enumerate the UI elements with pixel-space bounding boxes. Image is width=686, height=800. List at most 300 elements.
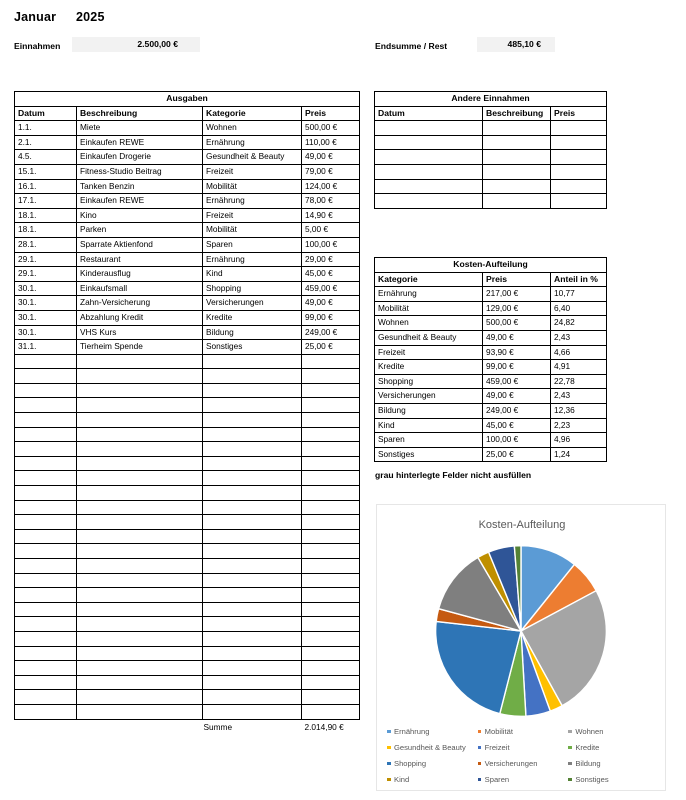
month-label: Januar	[14, 10, 57, 24]
expense-date[interactable]	[15, 471, 77, 486]
expense-category[interactable]	[203, 442, 302, 457]
legend-item	[387, 743, 476, 752]
table-row	[15, 237, 360, 252]
legend-item	[478, 727, 567, 736]
legend-label: Sonstiges	[575, 775, 609, 784]
expense-description[interactable]	[77, 573, 203, 588]
expense-price[interactable]	[302, 529, 360, 544]
expense-price[interactable]	[302, 675, 360, 690]
table-row	[15, 179, 360, 194]
table-row	[375, 389, 607, 404]
expense-price[interactable]: 49,00 €	[302, 150, 360, 165]
other-income-price[interactable]	[551, 121, 607, 136]
expenses-column-header-0: Datum	[15, 106, 77, 121]
expense-description[interactable]	[77, 354, 203, 369]
expense-price[interactable]	[302, 456, 360, 471]
expense-category[interactable]	[203, 704, 302, 719]
expense-description[interactable]	[77, 383, 203, 398]
expense-date[interactable]	[15, 369, 77, 384]
expense-price[interactable]	[302, 544, 360, 559]
expense-price[interactable]	[302, 646, 360, 661]
expense-description[interactable]: Kinderausflug	[77, 267, 203, 282]
expense-description[interactable]: Sparrate Aktienfond	[77, 237, 203, 252]
breakdown-category: Sparen	[375, 433, 483, 448]
expense-date[interactable]	[15, 602, 77, 617]
expense-date[interactable]	[15, 442, 77, 457]
expense-category[interactable]	[203, 544, 302, 559]
other-income-date[interactable]	[375, 194, 483, 209]
table-row-empty	[15, 675, 360, 690]
other-income-price[interactable]	[551, 150, 607, 165]
expense-category[interactable]: Bildung	[203, 325, 302, 340]
expense-price[interactable]: 124,00 €	[302, 179, 360, 194]
expense-price[interactable]	[302, 704, 360, 719]
breakdown-category: Ernährung	[375, 287, 483, 302]
expense-category[interactable]: Mobilität	[203, 223, 302, 238]
other-income-date[interactable]	[375, 164, 483, 179]
table-row-empty	[15, 588, 360, 603]
other-income-table	[374, 91, 607, 209]
table-row	[15, 223, 360, 238]
expense-description[interactable]	[77, 559, 203, 574]
expense-description[interactable]	[77, 413, 203, 428]
other-income-date[interactable]	[375, 179, 483, 194]
breakdown-price: 49,00 €	[483, 389, 551, 404]
expense-description[interactable]	[77, 588, 203, 603]
table-row-empty	[15, 398, 360, 413]
table-title-row	[15, 92, 360, 107]
table-row	[375, 374, 607, 389]
table-row	[15, 150, 360, 165]
expense-category[interactable]	[203, 661, 302, 676]
expense-category[interactable]: Freizeit	[203, 208, 302, 223]
other-income-price[interactable]	[551, 179, 607, 194]
legend-label: Sparen	[484, 775, 510, 784]
expense-category[interactable]	[203, 559, 302, 574]
income-value-cell[interactable]: 2.500,00 €	[72, 37, 200, 52]
expense-category[interactable]: Kredite	[203, 310, 302, 325]
table-row-empty	[15, 486, 360, 501]
breakdown-price: 459,00 €	[483, 374, 551, 389]
income-label: Einnahmen	[14, 41, 61, 51]
legend-item	[568, 743, 657, 752]
table-row-empty	[15, 544, 360, 559]
expense-date[interactable]	[15, 573, 77, 588]
expense-date[interactable]	[15, 675, 77, 690]
endsumme-value-cell: 485,10 €	[477, 37, 555, 52]
expense-date[interactable]	[15, 646, 77, 661]
legend-label: Bildung	[575, 759, 601, 768]
table-row	[15, 208, 360, 223]
expense-category[interactable]: Ernährung	[203, 252, 302, 267]
breakdown-category: Versicherungen	[375, 389, 483, 404]
expense-description[interactable]	[77, 631, 203, 646]
breakdown-share: 10,77	[551, 287, 607, 302]
breakdown-category: Sonstiges	[375, 447, 483, 462]
expense-price[interactable]	[302, 427, 360, 442]
breakdown-column-header-2: Anteil in %	[551, 272, 607, 287]
expense-price[interactable]	[302, 413, 360, 428]
table-row-empty	[15, 515, 360, 530]
expense-date[interactable]: 17.1.	[15, 194, 77, 209]
table-row	[375, 330, 607, 345]
expense-price[interactable]	[302, 471, 360, 486]
legend-item	[387, 759, 476, 768]
breakdown-category: Kredite	[375, 360, 483, 375]
expense-description[interactable]	[77, 529, 203, 544]
expense-date[interactable]: 30.1.	[15, 310, 77, 325]
expense-price[interactable]	[302, 442, 360, 457]
table-row-empty	[15, 471, 360, 486]
legend-item	[478, 759, 567, 768]
expense-category[interactable]	[203, 529, 302, 544]
expense-price[interactable]: 25,00 €	[302, 340, 360, 355]
expense-description[interactable]: Tierheim Spende	[77, 340, 203, 355]
expense-price[interactable]	[302, 690, 360, 705]
legend-label: Ernährung	[394, 727, 430, 736]
table-row-empty	[15, 354, 360, 369]
expense-date[interactable]	[15, 544, 77, 559]
expense-description[interactable]	[77, 646, 203, 661]
expense-date[interactable]: 4.5.	[15, 150, 77, 165]
legend-label: Gesundheit & Beauty	[394, 743, 466, 752]
table-row	[15, 252, 360, 267]
expense-date[interactable]	[15, 588, 77, 603]
breakdown-price: 129,00 €	[483, 301, 551, 316]
expense-price[interactable]: 110,00 €	[302, 135, 360, 150]
expense-date[interactable]	[15, 500, 77, 515]
expense-category[interactable]	[203, 471, 302, 486]
expense-category[interactable]	[203, 383, 302, 398]
table-row	[375, 360, 607, 375]
legend-label: Kredite	[575, 743, 600, 752]
table-row-empty	[375, 150, 607, 165]
breakdown-share: 2,43	[551, 389, 607, 404]
grey-fields-note: grau hinterlegte Felder nicht ausfüllen	[375, 470, 532, 480]
expense-description[interactable]: Einkaufen REWE	[77, 194, 203, 209]
legend-swatch-icon	[478, 730, 482, 734]
breakdown-share: 4,96	[551, 433, 607, 448]
expense-category[interactable]: Ernährung	[203, 135, 302, 150]
legend-swatch-icon	[387, 762, 391, 766]
table-title-row	[375, 92, 607, 107]
other-income-description[interactable]	[483, 164, 551, 179]
expense-date[interactable]	[15, 427, 77, 442]
spacer-cell	[15, 719, 77, 734]
expense-price[interactable]: 5,00 €	[302, 223, 360, 238]
table-row	[15, 296, 360, 311]
legend-item	[568, 759, 657, 768]
expense-description[interactable]	[77, 369, 203, 384]
other-income-price[interactable]	[551, 135, 607, 150]
table-row-empty	[15, 573, 360, 588]
table-row	[15, 194, 360, 209]
expense-category[interactable]: Sonstiges	[203, 340, 302, 355]
breakdown-column-header-0: Kategorie	[375, 272, 483, 287]
expense-price[interactable]	[302, 369, 360, 384]
expenses-column-header-2: Kategorie	[203, 106, 302, 121]
expense-date[interactable]	[15, 486, 77, 501]
legend-swatch-icon	[387, 778, 391, 782]
expense-price[interactable]	[302, 661, 360, 676]
expense-category[interactable]: Ernährung	[203, 194, 302, 209]
legend-swatch-icon	[478, 762, 482, 766]
expense-category[interactable]: Mobilität	[203, 179, 302, 194]
endsumme-label: Endsumme / Rest	[375, 41, 448, 51]
breakdown-share: 2,43	[551, 330, 607, 345]
expense-category[interactable]: Sparen	[203, 237, 302, 252]
expense-description[interactable]	[77, 398, 203, 413]
expense-price[interactable]: 459,00 €	[302, 281, 360, 296]
expense-description[interactable]: Einkaufen Drogerie	[77, 150, 203, 165]
expense-date[interactable]	[15, 354, 77, 369]
expense-date[interactable]: 28.1.	[15, 237, 77, 252]
expense-category[interactable]	[203, 690, 302, 705]
expense-date[interactable]	[15, 631, 77, 646]
expense-category[interactable]	[203, 500, 302, 515]
expense-description[interactable]: Einkaufsmall	[77, 281, 203, 296]
breakdown-price: 99,00 €	[483, 360, 551, 375]
expenses-total-row	[15, 719, 360, 734]
legend-label: Shopping	[394, 759, 427, 768]
expense-price[interactable]: 249,00 €	[302, 325, 360, 340]
expense-price[interactable]: 500,00 €	[302, 121, 360, 136]
expense-date[interactable]: 29.1.	[15, 267, 77, 282]
table-row-empty	[375, 179, 607, 194]
table-row-empty	[15, 413, 360, 428]
expense-price[interactable]: 29,00 €	[302, 252, 360, 267]
expense-category[interactable]	[203, 602, 302, 617]
expense-date[interactable]: 29.1.	[15, 252, 77, 267]
expense-category[interactable]	[203, 646, 302, 661]
expense-description[interactable]: Abzahlung Kredit	[77, 310, 203, 325]
other-income-column-header-0: Datum	[375, 106, 483, 121]
expense-description[interactable]: VHS Kurs	[77, 325, 203, 340]
breakdown-share: 22,78	[551, 374, 607, 389]
expense-price[interactable]	[302, 602, 360, 617]
expense-price[interactable]	[302, 617, 360, 632]
breakdown-category: Freizeit	[375, 345, 483, 360]
table-row-empty	[15, 646, 360, 661]
expense-category[interactable]: Kind	[203, 267, 302, 282]
expense-date[interactable]	[15, 661, 77, 676]
expenses-column-header-1: Beschreibung	[77, 106, 203, 121]
expense-price[interactable]	[302, 631, 360, 646]
expense-price[interactable]: 49,00 €	[302, 296, 360, 311]
expense-category[interactable]	[203, 617, 302, 632]
expense-price[interactable]: 45,00 €	[302, 267, 360, 282]
other-income-description[interactable]	[483, 135, 551, 150]
expense-description[interactable]: Kino	[77, 208, 203, 223]
legend-label: Freizeit	[484, 743, 510, 752]
expense-price[interactable]	[302, 486, 360, 501]
other-income-date[interactable]	[375, 135, 483, 150]
legend-swatch-icon	[568, 730, 572, 734]
table-row	[375, 403, 607, 418]
expense-description[interactable]	[77, 427, 203, 442]
expense-description[interactable]	[77, 661, 203, 676]
expense-date[interactable]	[15, 413, 77, 428]
expense-date[interactable]: 2.1.	[15, 135, 77, 150]
breakdown-share: 2,23	[551, 418, 607, 433]
other-income-description[interactable]	[483, 194, 551, 209]
table-row	[375, 433, 607, 448]
expense-date[interactable]: 18.1.	[15, 208, 77, 223]
expense-category[interactable]	[203, 354, 302, 369]
expense-date[interactable]	[15, 515, 77, 530]
table-row	[375, 316, 607, 331]
other-income-description[interactable]	[483, 121, 551, 136]
other-income-description[interactable]	[483, 150, 551, 165]
expense-category[interactable]	[203, 413, 302, 428]
expense-price[interactable]	[302, 559, 360, 574]
table-row-empty	[15, 529, 360, 544]
expense-description[interactable]	[77, 617, 203, 632]
table-row-empty	[15, 559, 360, 574]
expense-category[interactable]	[203, 369, 302, 384]
expense-description[interactable]	[77, 675, 203, 690]
legend-item	[387, 727, 476, 736]
expense-date[interactable]	[15, 704, 77, 719]
expense-description[interactable]: Tanken Benzin	[77, 179, 203, 194]
table-row-empty	[375, 121, 607, 136]
table-row-empty	[15, 617, 360, 632]
table-row-empty	[15, 383, 360, 398]
expense-price[interactable]: 78,00 €	[302, 194, 360, 209]
expense-category[interactable]	[203, 456, 302, 471]
other-income-description[interactable]	[483, 179, 551, 194]
expense-category[interactable]	[203, 573, 302, 588]
expense-description[interactable]	[77, 471, 203, 486]
breakdown-price: 500,00 €	[483, 316, 551, 331]
expense-date[interactable]	[15, 529, 77, 544]
expense-price[interactable]	[302, 588, 360, 603]
breakdown-share: 24,82	[551, 316, 607, 331]
table-row-empty	[15, 631, 360, 646]
expense-description[interactable]	[77, 486, 203, 501]
expense-price[interactable]	[302, 500, 360, 515]
table-header-row	[375, 106, 607, 121]
expense-date[interactable]	[15, 383, 77, 398]
table-row	[15, 325, 360, 340]
expense-description[interactable]	[77, 515, 203, 530]
expense-category[interactable]: Wohnen	[203, 121, 302, 136]
expense-description[interactable]: Miete	[77, 121, 203, 136]
expense-description[interactable]	[77, 544, 203, 559]
legend-swatch-icon	[568, 762, 572, 766]
breakdown-category: Shopping	[375, 374, 483, 389]
legend-label: Versicherungen	[484, 759, 538, 768]
breakdown-column-header-1: Preis	[483, 272, 551, 287]
table-row-empty	[15, 704, 360, 719]
expense-description[interactable]	[77, 442, 203, 457]
expense-price[interactable]: 100,00 €	[302, 237, 360, 252]
table-row	[15, 310, 360, 325]
expense-description[interactable]	[77, 704, 203, 719]
expense-date[interactable]: 31.1.	[15, 340, 77, 355]
expense-date[interactable]: 30.1.	[15, 325, 77, 340]
expense-description[interactable]: Restaurant	[77, 252, 203, 267]
expense-description[interactable]: Zahn-Versicherung	[77, 296, 203, 311]
expense-category[interactable]	[203, 631, 302, 646]
legend-label: Mobilität	[484, 727, 513, 736]
expense-category[interactable]	[203, 398, 302, 413]
expense-description[interactable]	[77, 500, 203, 515]
legend-label: Wohnen	[575, 727, 604, 736]
expense-category[interactable]	[203, 515, 302, 530]
breakdown-share: 1,24	[551, 447, 607, 462]
breakdown-price: 217,00 €	[483, 287, 551, 302]
expense-category[interactable]	[203, 427, 302, 442]
expense-date[interactable]	[15, 456, 77, 471]
table-row-empty	[375, 194, 607, 209]
expense-category[interactable]: Versicherungen	[203, 296, 302, 311]
expense-price[interactable]	[302, 515, 360, 530]
expense-description[interactable]	[77, 456, 203, 471]
legend-swatch-icon	[568, 746, 572, 750]
expense-date[interactable]	[15, 617, 77, 632]
expense-price[interactable]: 79,00 €	[302, 164, 360, 179]
expense-category[interactable]	[203, 675, 302, 690]
table-row-empty	[15, 661, 360, 676]
expense-date[interactable]	[15, 559, 77, 574]
legend-item	[568, 775, 657, 784]
other-income-price[interactable]	[551, 164, 607, 179]
expense-price[interactable]	[302, 398, 360, 413]
other-income-date[interactable]	[375, 150, 483, 165]
other-income-price[interactable]	[551, 194, 607, 209]
expense-date[interactable]	[15, 398, 77, 413]
expense-price[interactable]: 14,90 €	[302, 208, 360, 223]
expense-description[interactable]: Parken	[77, 223, 203, 238]
expense-date[interactable]: 15.1.	[15, 164, 77, 179]
legend-item	[478, 775, 567, 784]
expense-date[interactable]: 18.1.	[15, 223, 77, 238]
expense-category[interactable]: Shopping	[203, 281, 302, 296]
pie-chart-svg	[433, 543, 609, 719]
expense-category[interactable]	[203, 486, 302, 501]
expense-date[interactable]: 16.1.	[15, 179, 77, 194]
expense-category[interactable]	[203, 588, 302, 603]
breakdown-title: Kosten-Aufteilung	[375, 258, 607, 273]
other-income-date[interactable]	[375, 121, 483, 136]
cost-breakdown-chart	[376, 504, 666, 791]
expense-date[interactable]: 1.1.	[15, 121, 77, 136]
expense-category[interactable]: Gesundheit & Beauty	[203, 150, 302, 165]
expense-description[interactable]: Einkaufen REWE	[77, 135, 203, 150]
expenses-title: Ausgaben	[15, 92, 360, 107]
expense-date[interactable]	[15, 690, 77, 705]
table-row-empty	[15, 500, 360, 515]
legend-swatch-icon	[387, 746, 391, 750]
table-row	[375, 418, 607, 433]
expenses-total-value: 2.014,90 €	[302, 719, 360, 734]
expense-price[interactable]: 99,00 €	[302, 310, 360, 325]
expense-price[interactable]	[302, 383, 360, 398]
table-row-empty	[15, 369, 360, 384]
expense-date[interactable]: 30.1.	[15, 281, 77, 296]
table-row-empty	[15, 442, 360, 457]
expense-description[interactable]	[77, 690, 203, 705]
expense-description[interactable]	[77, 602, 203, 617]
expense-price[interactable]	[302, 354, 360, 369]
expense-date[interactable]: 30.1.	[15, 296, 77, 311]
expense-description[interactable]: Fitness-Studio Beitrag	[77, 164, 203, 179]
expense-category[interactable]: Freizeit	[203, 164, 302, 179]
expenses-column-header-3: Preis	[302, 106, 360, 121]
expense-price[interactable]	[302, 573, 360, 588]
table-row-empty	[15, 690, 360, 705]
